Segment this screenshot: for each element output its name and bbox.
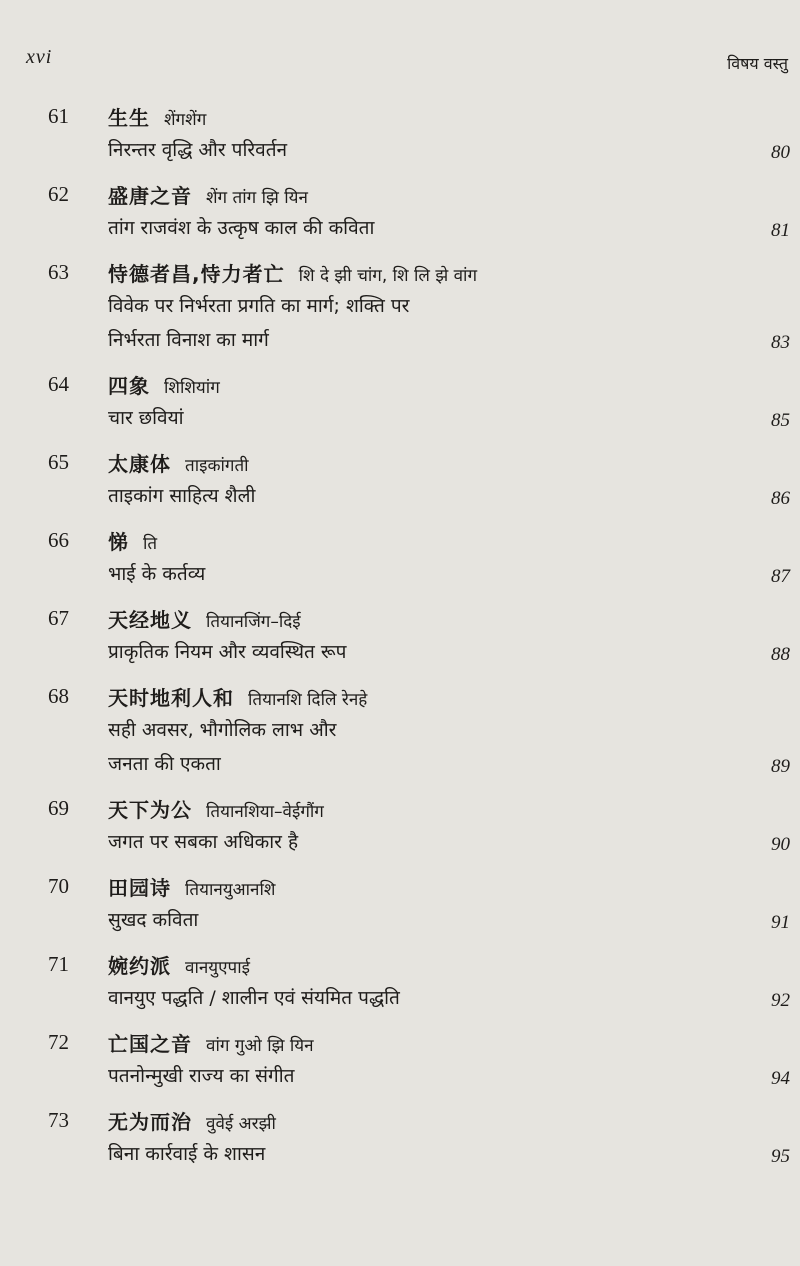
entry-description: चार छवियां — [108, 407, 184, 429]
entry-page-number: 95 — [771, 1146, 790, 1167]
entry-transliteration: वुवेई अरझी — [206, 1114, 276, 1134]
toc-entry — [0, 524, 800, 602]
entry-chinese-title: 生生 शेंगशेंग — [108, 106, 207, 130]
entry-description: निरन्तर वृद्धि और परिवर्तन — [108, 139, 288, 161]
entry-transliteration: शेंग तांग झि यिन — [206, 188, 308, 208]
entry-description: बिना कार्रवाई के शासन — [108, 1143, 266, 1165]
entry-page-number: 86 — [771, 488, 790, 509]
entry-page-number: 87 — [771, 566, 790, 587]
entry-chinese-title: 恃德者昌,恃力者亡 शि दे झी चांग, शि लि झे वांग — [108, 262, 478, 286]
entry-transliteration: तियानजिंग–दिई — [206, 612, 301, 632]
entry-description: विवेक पर निर्भरता प्रगति का मार्ग; शक्ति पर — [108, 295, 410, 317]
entry-description: ताइकांग साहित्य शैली — [108, 485, 256, 507]
entry-number: 63 — [48, 260, 69, 284]
entry-page-number: 85 — [771, 410, 790, 431]
entry-page-number: 90 — [771, 834, 790, 855]
toc-entry — [0, 602, 800, 680]
entry-chinese-title: 亡国之音 वांग गुओ झि यिन — [108, 1032, 314, 1056]
entry-description-continued: निर्भरता विनाश का मार्ग — [108, 329, 269, 351]
entry-description: सुखद कविता — [108, 909, 199, 931]
entry-description: तांग राजवंश के उत्कृष काल की कविता — [108, 217, 375, 239]
entry-transliteration: तियानशिया–वेईगौंग — [206, 802, 324, 822]
entry-number: 68 — [48, 684, 69, 708]
entry-page-number: 94 — [771, 1068, 790, 1089]
entry-transliteration: वानयुएपाई — [185, 958, 250, 978]
entry-transliteration: शिशियांग — [164, 378, 220, 398]
entry-chinese-title: 太康体 ताइकांगती — [108, 452, 249, 476]
entry-chinese-title: 无为而治 वुवेई अरझी — [108, 1110, 276, 1134]
entry-chinese-title: 四象 शिशियांग — [108, 374, 220, 398]
entry-transliteration: वांग गुओ झि यिन — [206, 1036, 314, 1056]
entry-number: 61 — [48, 104, 69, 128]
toc-entry — [0, 1104, 800, 1182]
toc-entry — [0, 256, 800, 368]
entry-page-number: 92 — [771, 990, 790, 1011]
entry-description: सही अवसर, भौगोलिक लाभ और — [108, 719, 337, 741]
entry-description: जगत पर सबका अधिकार है — [108, 831, 299, 853]
entry-transliteration: तियानशि दिलि रेनहे — [248, 690, 368, 710]
entry-chinese-title: 婉约派 वानयुएपाई — [108, 954, 250, 978]
entry-chinese-title: 盛唐之音 शेंग तांग झि यिन — [108, 184, 308, 208]
entry-transliteration: ति — [143, 534, 158, 554]
entry-transliteration: तियानयुआनशि — [185, 880, 276, 900]
entry-page-number: 89 — [771, 756, 790, 777]
toc-entry — [0, 870, 800, 948]
entry-chinese-title: 田园诗 तियानयुआनशि — [108, 876, 276, 900]
folio: xvi — [26, 46, 53, 68]
entry-number: 65 — [48, 450, 69, 474]
toc-entry — [0, 368, 800, 446]
entry-number: 70 — [48, 874, 69, 898]
contents-list — [0, 100, 800, 1182]
entry-description: वानयुए पद्धति / शालीन एवं संयमित पद्धति — [108, 987, 400, 1009]
entry-page-number: 83 — [771, 332, 790, 353]
entry-number: 72 — [48, 1030, 69, 1054]
toc-entry — [0, 680, 800, 792]
entry-transliteration: ताइकांगती — [185, 456, 249, 476]
entry-number: 62 — [48, 182, 69, 206]
toc-entry — [0, 1026, 800, 1104]
entry-description: भाई के कर्तव्य — [108, 563, 206, 585]
entry-chinese-title: 天下为公 तियानशिया–वेईगौंग — [108, 798, 324, 822]
entry-page-number: 91 — [771, 912, 790, 933]
toc-entry — [0, 446, 800, 524]
page-header — [0, 46, 800, 86]
entry-number: 71 — [48, 952, 69, 976]
entry-page-number: 81 — [771, 220, 790, 241]
entry-chinese-title: 悌 ति — [108, 530, 158, 554]
entry-number: 66 — [48, 528, 69, 552]
entry-description-continued: जनता की एकता — [108, 753, 221, 775]
entry-transliteration: शेंगशेंग — [164, 110, 207, 130]
toc-entry — [0, 792, 800, 870]
entry-number: 69 — [48, 796, 69, 820]
running-head: विषय वस्तु — [727, 54, 788, 73]
entry-page-number: 80 — [771, 142, 790, 163]
entry-description: प्राकृतिक नियम और व्यवस्थित रूप — [108, 641, 347, 663]
entry-number: 67 — [48, 606, 69, 630]
entry-chinese-title: 天经地义 तियानजिंग–दिई — [108, 608, 301, 632]
entry-chinese-title: 天时地利人和 तियानशि दिलि रेनहे — [108, 686, 368, 710]
entry-page-number: 88 — [771, 644, 790, 665]
toc-entry — [0, 948, 800, 1026]
entry-number: 73 — [48, 1108, 69, 1132]
toc-entry — [0, 178, 800, 256]
toc-entry — [0, 100, 800, 178]
entry-description: पतनोन्मुखी राज्य का संगीत — [108, 1065, 295, 1087]
entry-number: 64 — [48, 372, 69, 396]
entry-transliteration: शि दे झी चांग, शि लि झे वांग — [298, 266, 478, 286]
